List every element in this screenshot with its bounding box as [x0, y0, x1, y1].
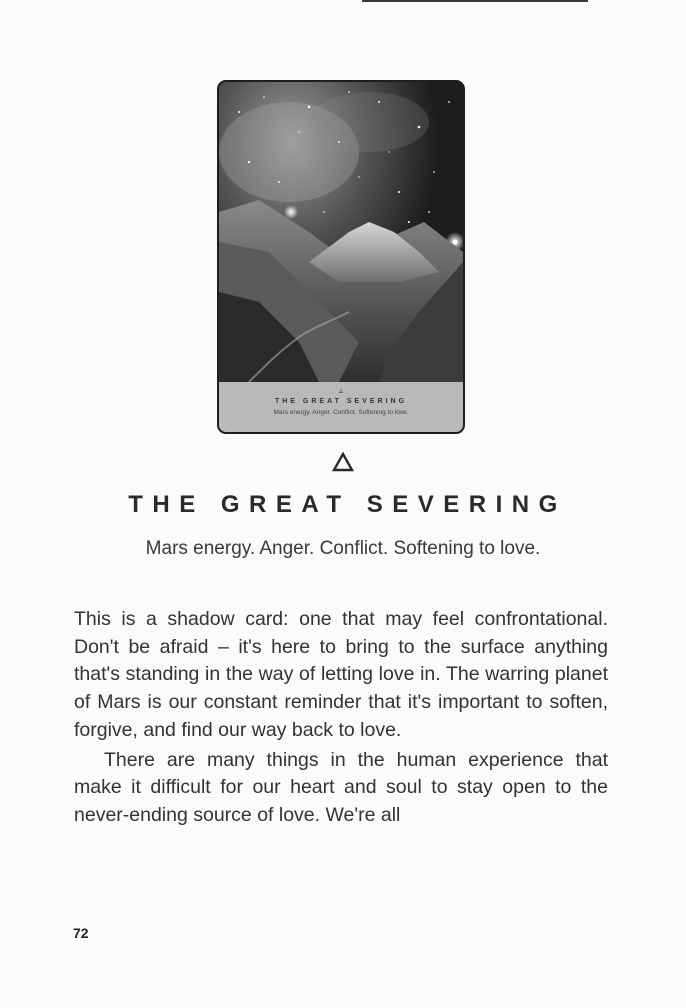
card-title: THE GREAT SEVERING — [274, 398, 408, 405]
oracle-card-image — [217, 80, 465, 434]
card-artwork-mountain-nebula — [219, 82, 463, 382]
paragraph: This is a shadow card: one that may feel confrontational. Don't be afraid – it's here to bring to the surface anything that's standing in the way of letting love in. The warring planet of Mars is our constant reminder that it's important to soften, forgive, and find our way back to love. — [74, 608, 608, 741]
paragraph: There are many things in the human experience that make it difficult for our heart and soul to stay open to the never-ending source of love. We're all — [74, 748, 608, 826]
triangle-icon-svg — [332, 452, 354, 472]
top-rule — [362, 0, 588, 2]
page-number: 72 — [73, 925, 89, 941]
body-text — [74, 606, 608, 830]
card-triangle-icon: ▵ — [338, 386, 343, 395]
page-title: THE GREAT SEVERING — [128, 491, 567, 518]
card-subtitle: Mars energy. Anger. Conflict. Softening to love. — [273, 409, 409, 416]
page-subtitle: Mars energy. Anger. Conflict. Softening to love. — [145, 538, 541, 559]
triangle-icon — [0, 452, 686, 477]
card-caption — [219, 382, 463, 432]
